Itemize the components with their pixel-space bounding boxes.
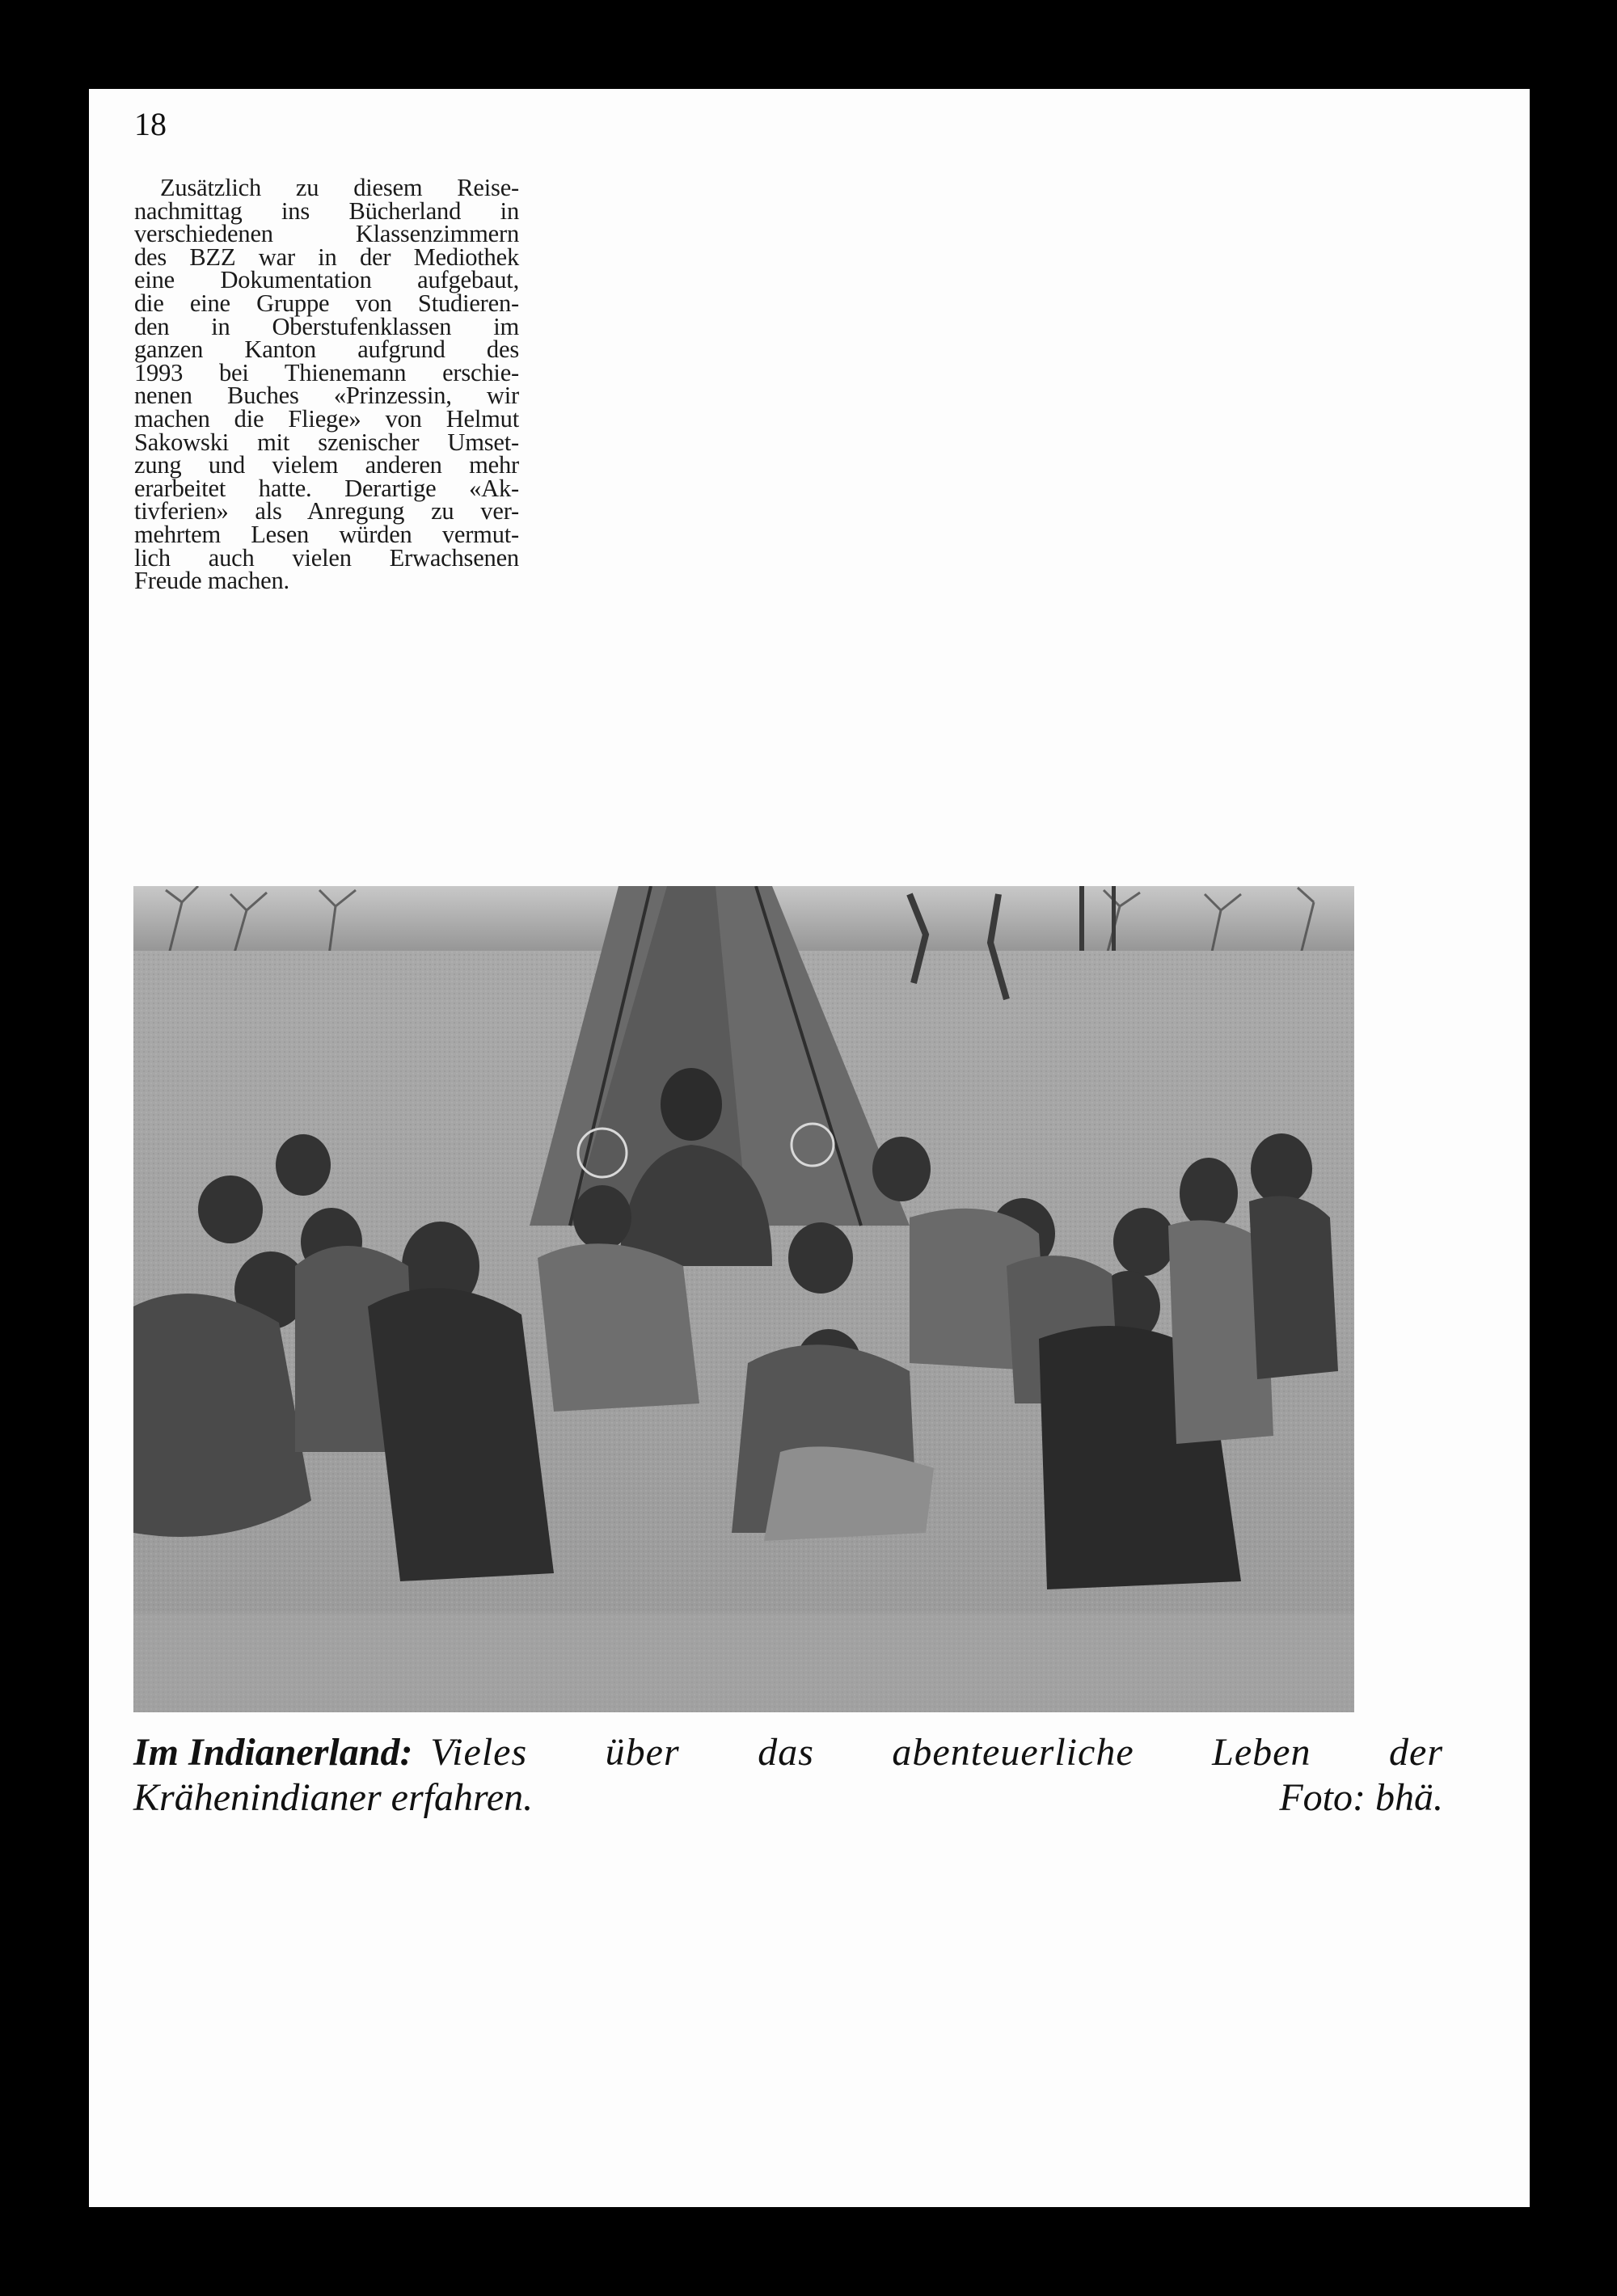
article-line: die eine Gruppe von Studieren-: [134, 289, 519, 317]
caption-line-2: [133, 1775, 1443, 1821]
article-line: nachmittag ins Bücherland in: [134, 196, 519, 225]
article-line: Sakowski mit szenischer Umset-: [134, 428, 519, 456]
article-line: nenen Buches «Prinzessin, wir: [134, 382, 519, 410]
article-line: des BZZ war in der Mediothek: [134, 243, 519, 271]
article-line: Freude machen.: [134, 567, 289, 595]
photo-icon: [133, 886, 1354, 1712]
article-line: eine Dokumentation aufgebaut,: [134, 266, 519, 294]
article-line: 1993 bei Thienemann erschie-: [134, 358, 519, 386]
article-line: Zusätzlich zu diesem Reise-: [160, 174, 519, 201]
article-line: mehrtem Lesen würden vermut-: [134, 520, 519, 548]
article-line: erarbeitet hatte. Derartige «Ak-: [134, 474, 519, 502]
photo-children-around-tipi: [133, 886, 1354, 1712]
caption-line-1: [133, 1730, 1443, 1775]
caption-text-2: Krähenindianer erfahren.: [133, 1776, 534, 1819]
article-line: tivferien» als Anregung zu ver-: [134, 497, 519, 525]
caption-lead: Im Indianerland:: [133, 1731, 413, 1774]
article-line: machen die Fliege» von Helmut: [134, 404, 519, 433]
caption-text-1: Vieles über das abenteuerliche Leben der: [430, 1731, 1443, 1774]
article-line: ganzen Kanton aufgrund des: [134, 336, 519, 364]
photo-credit: Foto: bhä.: [1279, 1776, 1443, 1819]
article-line: lich auch vielen Erwachsenen: [134, 543, 519, 572]
page-number: 18: [134, 106, 167, 142]
article-line: den in Oberstufenklassen im: [134, 312, 519, 340]
article-line: zung und vielem anderen mehr: [134, 451, 519, 479]
article-line: verschiedenen Klassenzimmern: [134, 220, 519, 248]
article-body: [134, 176, 519, 593]
photo-caption: [133, 1730, 1443, 1821]
